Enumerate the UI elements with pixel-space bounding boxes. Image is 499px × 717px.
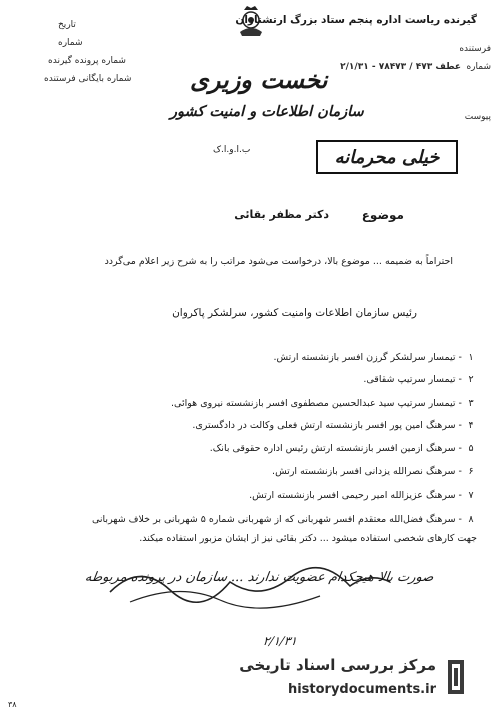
list-item: ۵ - سرهنگ ازمین افسر بازنشسته ارتش رئیس اداره حقوقی بانک. — [210, 443, 477, 454]
watermark-text-en: historydocuments.ir — [287, 682, 436, 697]
list-item: ۸ - سرهنگ فضل‌الله معتقدم افسر شهربانی که از شهربانی شماره ۵ شهربانی بر خلاف شهربانی — [92, 514, 477, 525]
list-item-number: ۱ — [468, 352, 474, 363]
handwritten-date: ۲/۱/۳۱ — [262, 634, 298, 648]
list-item-text: تیمسار سرلشکر گرزن افسر بازنشسته ارتش. — [273, 352, 456, 363]
org-subtitle: سازمان اطلاعات و امنیت کشور — [170, 104, 364, 120]
watermark — [236, 644, 476, 706]
list-item-number: ۴ — [468, 420, 474, 431]
list-item-text: سرهنگ فضل‌الله معتقدم افسر شهربانی که از شهربانی شماره ۵ شهربانی بر خلاف شهربانی — [91, 514, 456, 525]
recipient-org-line: گیرنده ریاست اداره پنجم ستاد بزرگ ارتشتاران — [235, 14, 477, 26]
list-item-text: سرهنگ نصرالله یزدانی افسر بازنشسته ارتش. — [272, 466, 456, 477]
list-item: ۲ - تیمسار سرتیپ شقاقی. — [363, 374, 477, 385]
subject-label: موضوع — [361, 208, 404, 222]
reference-number: عطف ۴۷۳ / ۷۸۴۷۳ - ۲/۱/۳۱ — [340, 62, 461, 72]
list-item-number: ۵ — [468, 443, 474, 454]
list-item-text: تیمسار سرتیپ سید عبدالحسین مصطفوی افسر بازنشسته نیروی هوائی. — [171, 398, 456, 409]
list-item-number: ۲ — [468, 374, 474, 385]
recipient-line: رئیس سازمان اطلاعات وامنیت کشور، سرلشکر پاکروان — [172, 307, 417, 319]
list-item: ۱ - تیمسار سرلشکر گرزن افسر بازنشسته ارتش. — [274, 352, 478, 363]
list-item-continuation: جهت کارهای شخصی استفاده میشود ... دکتر بقائی نیز از ایشان مزبور استفاده میکند. — [139, 533, 477, 544]
list-item-number: ۷ — [468, 490, 474, 501]
subject-value: دکتر مظفر بقائی — [234, 208, 329, 221]
list-item: ۳ - تیمسار سرتیپ سید عبدالحسین مصطفوی افسر بازنشسته نیروی هوائی. — [171, 398, 477, 409]
signature-scribble-icon — [100, 552, 400, 612]
meta-sender-archive-label: شماره بایگانی فرستنده — [44, 74, 132, 84]
list-item: ۷ - سرهنگ عزیزالله امیر رحیمی افسر بازنشسته ارتش. — [249, 490, 477, 501]
list-item-text: سرهنگ ازمین افسر بازنشسته ارتش رئیس اداره حقوقی بانک. — [209, 443, 456, 454]
number-label: شماره — [466, 62, 491, 72]
intro-paragraph: احتراماً به ضمیمه ... موضوع بالا، درخواست می‌شود مراتب را به شرح زیر اعلام می‌گردد — [104, 256, 453, 267]
footer-code: ۳۸ — [8, 700, 17, 709]
list-item-number: ۳ — [468, 398, 474, 409]
handwritten-note: صورت بالا هیچکدام عضویت ندارند ... سازمان در پرونده مربوطه — [83, 570, 435, 585]
attachment-label: پیوست — [464, 112, 491, 122]
watermark-text-fa: مرکز بررسی اسناد تاریخی — [239, 656, 436, 674]
list-item-number: ۸ — [468, 514, 474, 525]
list-item-text: سرهنگ عزیزالله امیر رحیمی افسر بازنشسته ارتش. — [249, 490, 456, 501]
meta-date-label: تاریخ — [58, 20, 76, 30]
ref-code: ب.ا.و.ا.ک — [213, 145, 251, 155]
list-item-text: تیمسار سرتیپ شقاقی. — [363, 374, 456, 385]
meta-receiver-file-label: شماره پرونده گیرنده — [48, 56, 126, 66]
list-item-number: ۶ — [468, 466, 474, 477]
list-item: ۶ - سرهنگ نصرالله یزدانی افسر بازنشسته ارتش. — [272, 466, 477, 477]
list-item: ۴ - سرهنگ امین پور افسر بازنشسته ارتش فعلی وکالت در دادگستری. — [192, 420, 477, 431]
page-title: نخست وزیری — [190, 66, 328, 94]
sender-label: فرستنده — [459, 44, 491, 54]
archive-logo-icon — [444, 656, 468, 698]
classification-stamp: خیلی محرمانه — [316, 140, 458, 174]
meta-number-label: شماره — [58, 38, 83, 48]
list-item-text: سرهنگ امین پور افسر بازنشسته ارتش فعلی وکالت در دادگستری. — [192, 420, 456, 431]
